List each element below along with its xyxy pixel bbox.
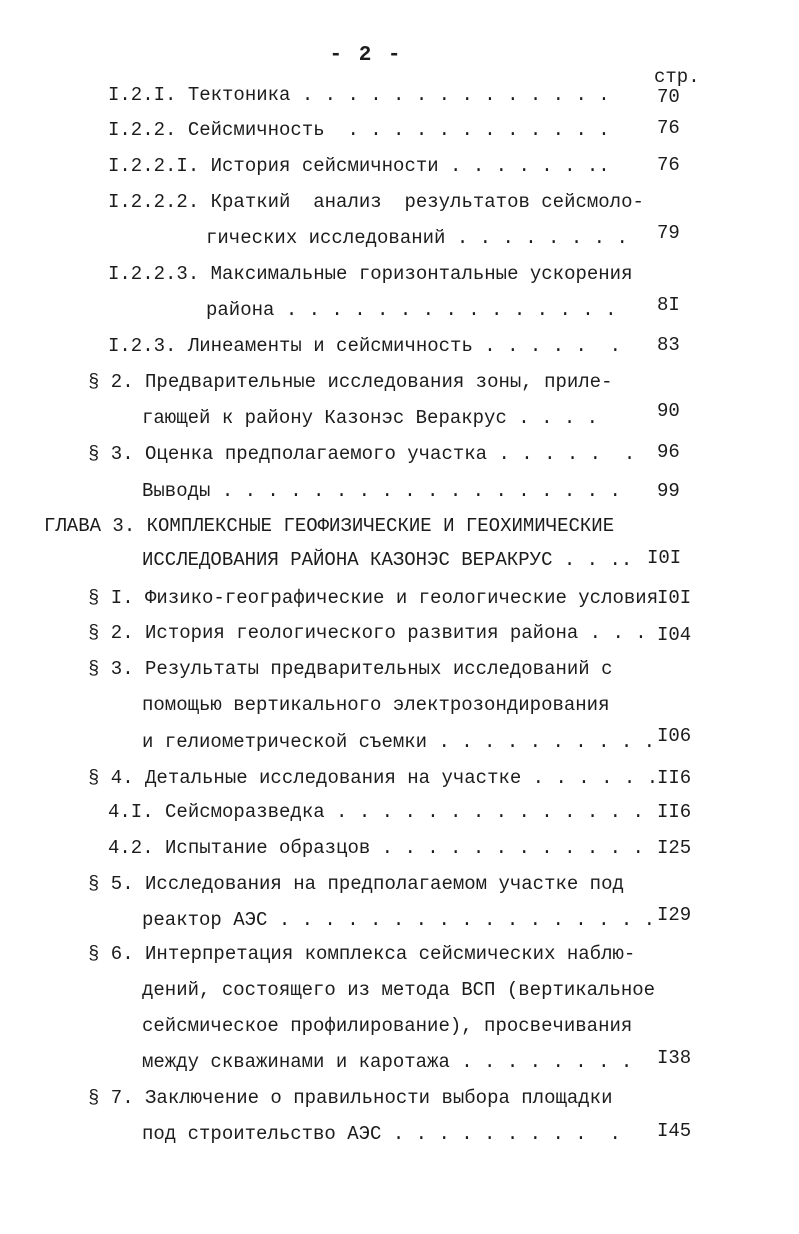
- toc-entry: Выводы . . . . . . . . . . . . . . . . . .: [142, 480, 621, 502]
- toc-chapter-cont: ИССЛЕДОВАНИЯ РАЙОНА КАЗОНЭС ВЕРАКРУС . . ..: [142, 549, 633, 571]
- toc-entry: § 2. Предварительные исследования зоны, приле-: [88, 371, 613, 393]
- toc-page: I04: [657, 624, 692, 646]
- toc-page: 8I: [657, 294, 680, 316]
- toc-entry: I.2.2.2. Краткий анализ результатов сейсмоло-: [108, 191, 644, 213]
- page-column-label: стр.: [654, 66, 700, 88]
- toc-entry: § 3. Оценка предполагаемого участка . . . . . .: [88, 443, 636, 465]
- toc-entry-cont: дений, состоящего из метода ВСП (вертикальное: [142, 979, 656, 1001]
- toc-entry: § 5. Исследования на предполагаемом участке под: [88, 873, 624, 895]
- toc-page: 76: [657, 154, 680, 176]
- toc-page: I38: [657, 1047, 692, 1069]
- toc-page: I06: [657, 725, 692, 747]
- toc-entry-cont: гических исследований . . . . . . . .: [206, 227, 628, 249]
- toc-page: II6: [657, 801, 692, 823]
- toc-page: 83: [657, 334, 680, 356]
- toc-entry: § I. Физико-географические и геологические условия: [88, 587, 659, 609]
- toc-page: 70: [657, 86, 680, 108]
- toc-page: 90: [657, 400, 680, 422]
- toc-entry: I.2.I. Тектоника . . . . . . . . . . . . . .: [108, 84, 610, 106]
- toc-page: 96: [657, 441, 680, 463]
- toc-entry: I.2.2.3. Максимальные горизонтальные ускорения: [108, 263, 633, 285]
- toc-entry: I.2.3. Линеаменты и сейсмичность . . . . . .: [108, 335, 622, 357]
- toc-entry: I.2.2.I. История сейсмичности . . . . . . ..: [108, 155, 610, 177]
- toc-entry-cont: района . . . . . . . . . . . . . . .: [206, 299, 617, 321]
- toc-entry-cont: реактор АЭС . . . . . . . . . . . . . . . . .: [142, 909, 656, 931]
- toc-page: 76: [657, 117, 680, 139]
- toc-entry-cont: помощью вертикального электрозондирования: [142, 694, 610, 716]
- page-number: - 2 -: [329, 44, 403, 67]
- toc-page: I45: [657, 1120, 692, 1142]
- toc-entry: § 6. Интерпретация комплекса сейсмических наблю-: [88, 943, 636, 965]
- toc-entry: § 2. История геологического развития района . . .: [88, 622, 647, 644]
- toc-chapter: ГЛАВА 3. КОМПЛЕКСНЫЕ ГЕОФИЗИЧЕСКИЕ И ГЕОХИМИЧЕСКИЕ: [44, 515, 615, 537]
- toc-entry-cont: и гелиометрической съемки . . . . . . . . . .: [142, 731, 656, 753]
- toc-page: 79: [657, 222, 680, 244]
- toc-page: I29: [657, 904, 692, 926]
- toc-page: 99: [657, 480, 680, 502]
- toc-entry: § 4. Детальные исследования на участке . . . . . .: [88, 767, 659, 789]
- toc-entry: I.2.2. Сейсмичность . . . . . . . . . . . .: [108, 119, 610, 141]
- toc-entry-cont: гающей к району Казонэс Веракрус . . . .: [142, 407, 599, 429]
- toc-entry: 4.I. Сейсморазведка . . . . . . . . . . . . . .: [108, 801, 644, 823]
- toc-entry-cont: под строительство АЭС . . . . . . . . . .: [142, 1123, 621, 1145]
- toc-entry: 4.2. Испытание образцов . . . . . . . . . . . .: [108, 837, 644, 859]
- toc-entry-cont: между скважинами и каротажа . . . . . . . .: [142, 1051, 633, 1073]
- toc-page: II6: [657, 767, 692, 789]
- toc-entry: § 7. Заключение о правильности выбора площадки: [88, 1087, 613, 1109]
- toc-entry: § 3. Результаты предварительных исследований с: [88, 658, 613, 680]
- toc-entry-cont: сейсмическое профилирование), просвечивания: [142, 1015, 633, 1037]
- toc-page: I0I: [647, 547, 682, 569]
- toc-page: I25: [657, 837, 692, 859]
- toc-page: I0I: [657, 587, 692, 609]
